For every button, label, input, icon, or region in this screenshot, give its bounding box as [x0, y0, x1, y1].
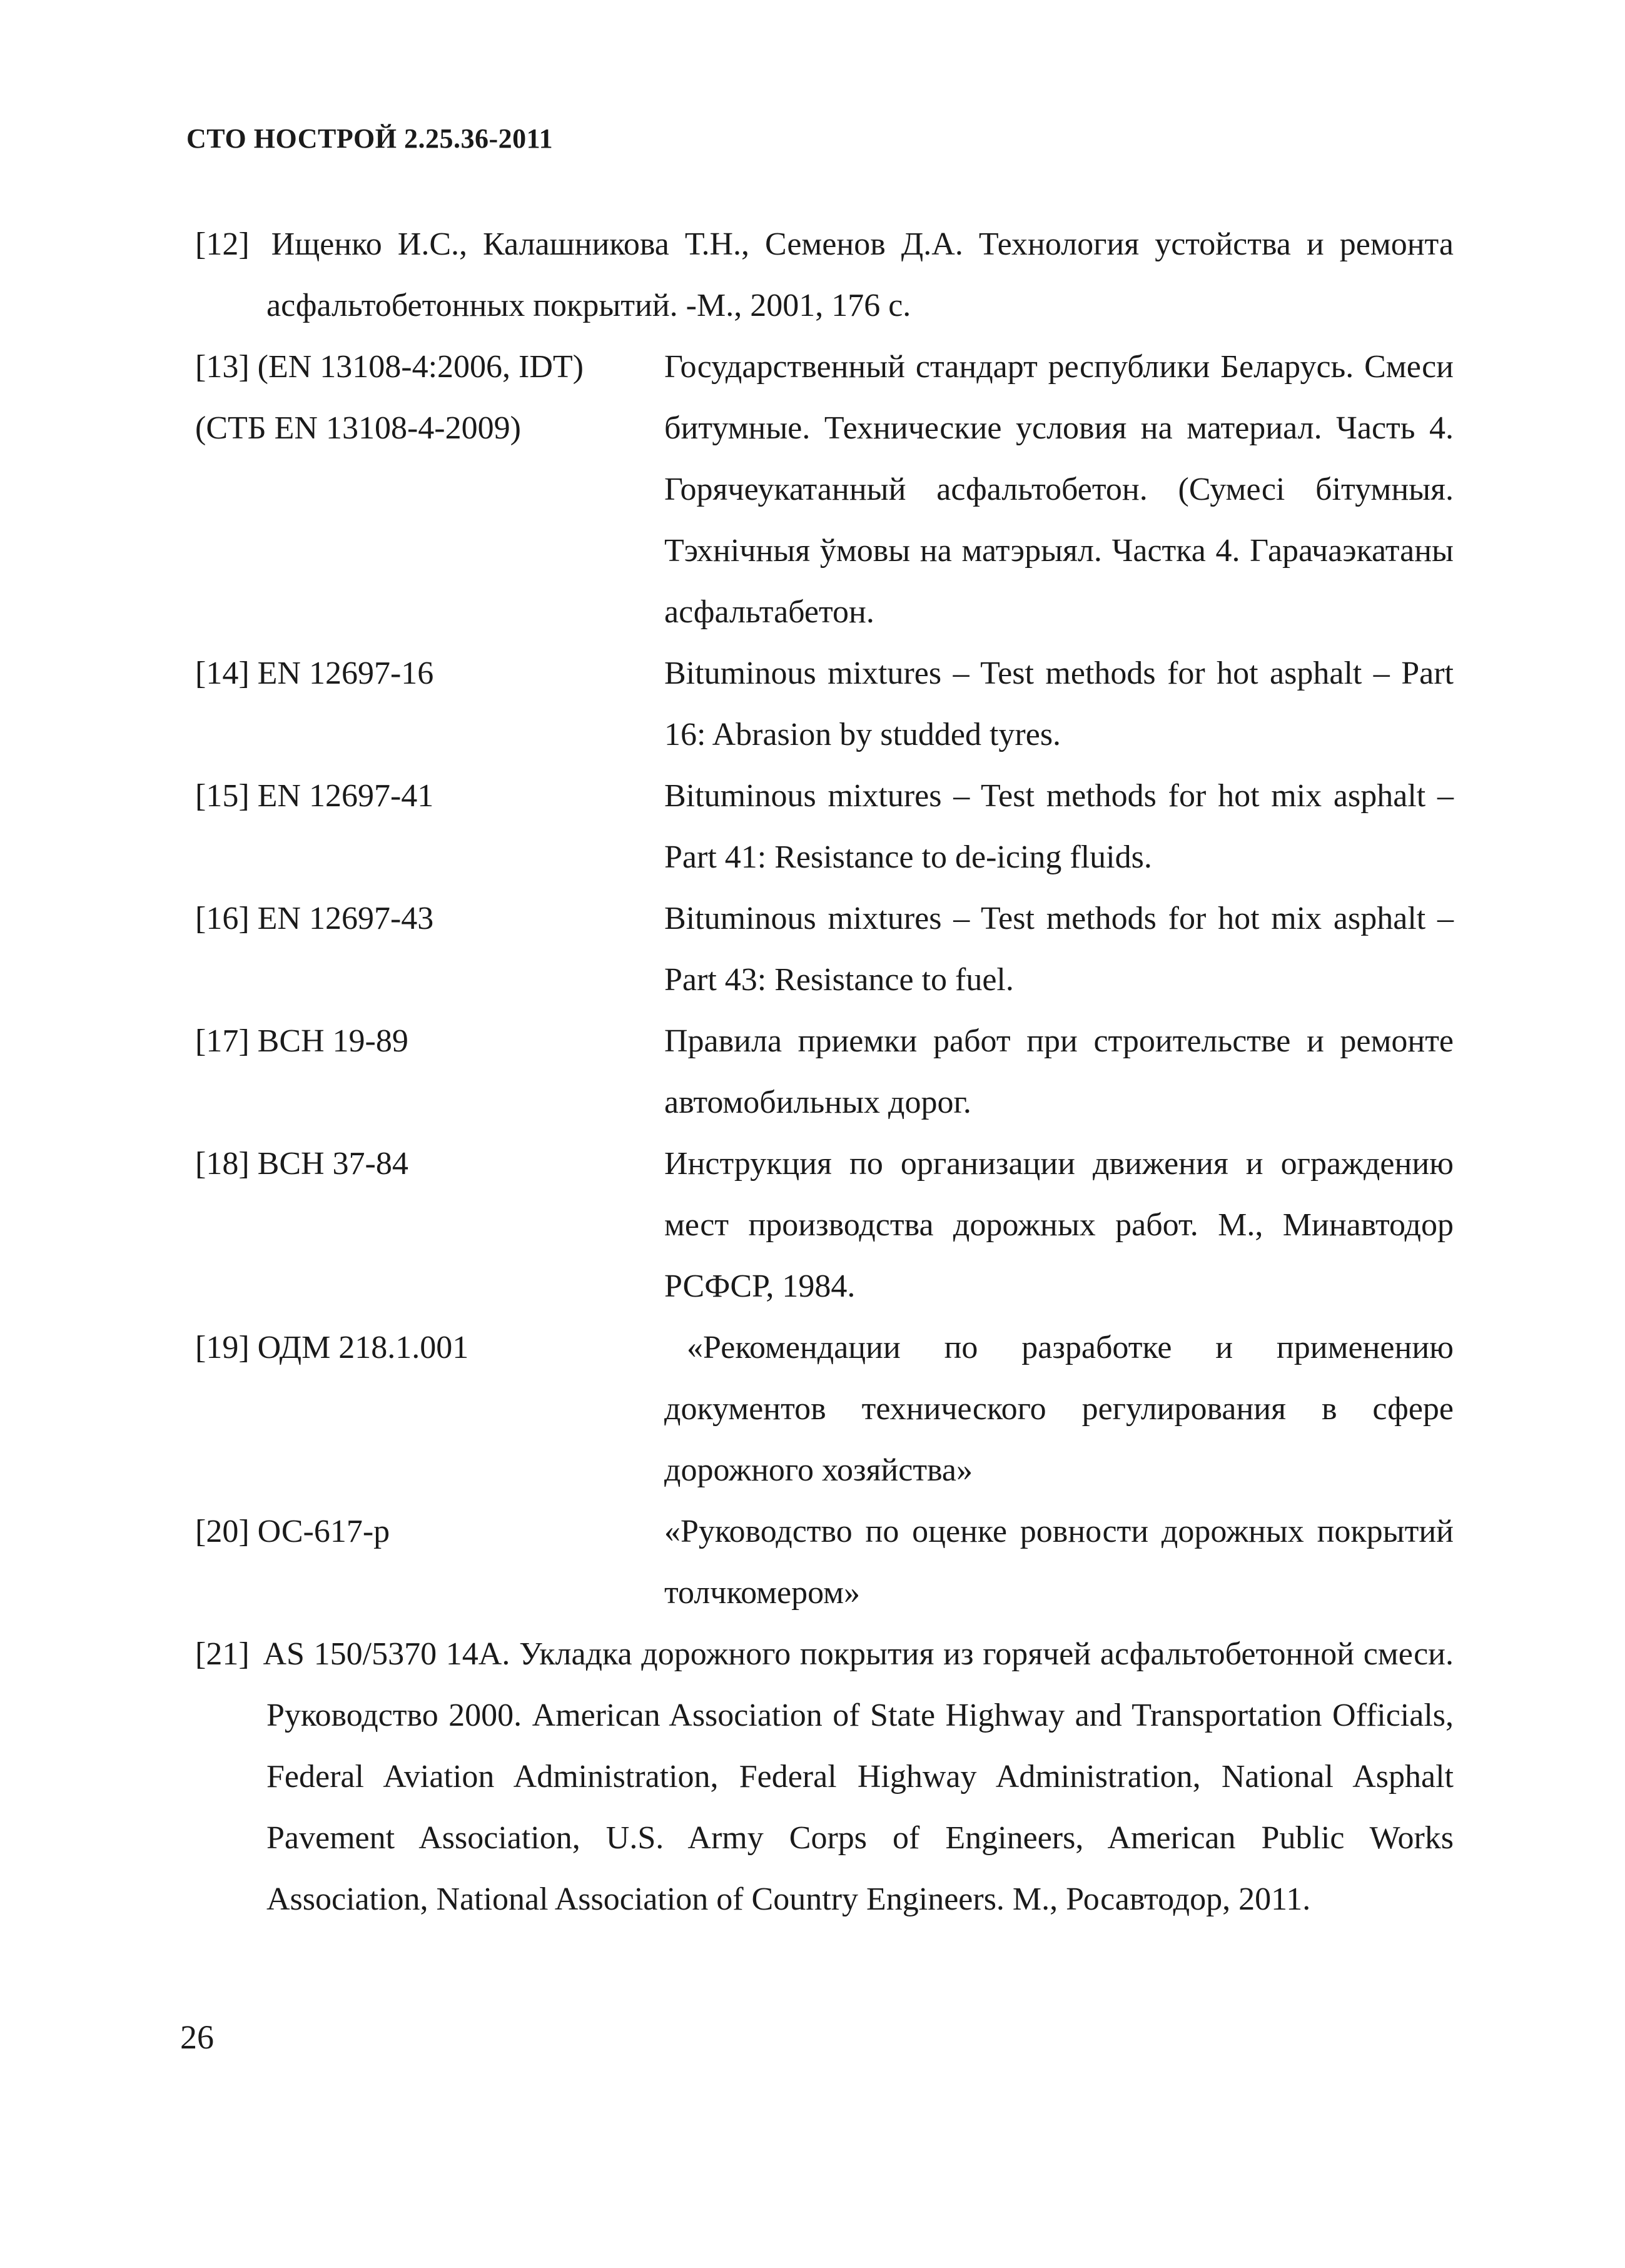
reference-text: AS 150/5370 14A. Укладка дорожного покрытия из горячей асфальтобетонной смеси. Руководство 2000. American Association of State Highway and Transportation Officials, Federal Aviation Administration, Federal Highway Administration, National Asphalt Pavement Association, U.S. Army Corps of Engineers, American Public Works Association, National Association of Country Engineers. М., Росавтодор, 2011.: [263, 1636, 1454, 1917]
reference-text: «Руководство по оценке ровности дорожных покрытий толчкомером»: [664, 1514, 1454, 1611]
reference-code: [195, 1011, 664, 1072]
page-number: 26: [180, 2018, 214, 2056]
reference-code: [195, 1317, 664, 1379]
reference-21: [195, 1624, 1454, 1930]
reference-code-line: EN 12697-16: [257, 656, 434, 691]
reference-20: [195, 1501, 1454, 1624]
reference-code: [195, 1133, 664, 1195]
reference-number: [18]: [195, 1146, 250, 1182]
reference-code-line: (EN 13108-4:2006, IDT): [257, 349, 584, 385]
reference-code: [195, 766, 664, 827]
reference-code: [195, 888, 664, 949]
reference-code-line: ВСН 19-89: [257, 1023, 408, 1059]
reference-number: [19]: [195, 1330, 250, 1365]
reference-code-line: EN 12697-43: [257, 901, 434, 936]
reference-18: [195, 1133, 1454, 1317]
reference-12: [195, 214, 1454, 337]
reference-code-line: (СТБ EN 13108-4-2009): [195, 410, 521, 446]
reference-text: Ищенко И.С., Калашникова Т.Н., Семенов Д.А. Технология устойства и ремонта асфальтобетонных покрытий. -М., 2001, 176 с.: [266, 226, 1454, 323]
reference-code: [195, 643, 664, 704]
reference-13: [195, 337, 1454, 643]
reference-16: [195, 888, 1454, 1011]
reference-number: [16]: [195, 901, 250, 936]
reference-number: [20]: [195, 1514, 250, 1549]
reference-list: [195, 214, 1454, 1930]
reference-text: «Рекомендации по разработке и применению документов технического регулирования в сфере дорожного хозяйства»: [664, 1330, 1454, 1488]
reference-code-line: EN 12697-41: [257, 778, 434, 814]
reference-code-line: ОДМ 218.1.001: [257, 1330, 469, 1365]
reference-text: Bituminous mixtures – Test methods for hot mix asphalt – Part 43: Resistance to fuel.: [664, 901, 1454, 998]
reference-code-line: ОС-617-р: [257, 1514, 390, 1549]
reference-number: [12]: [195, 226, 250, 262]
reference-19: [195, 1317, 1454, 1501]
reference-text: Правила приемки работ при строительстве и ремонте автомобильных дорог.: [664, 1023, 1454, 1120]
reference-text: Инструкция по организации движения и ограждению мест производства дорожных работ. М., Минавтодор РСФСР, 1984.: [664, 1146, 1454, 1304]
document-header: СТО НОСТРОЙ 2.25.36-2011: [186, 123, 554, 154]
reference-number: [21]: [195, 1636, 250, 1672]
reference-text: Государственный стандарт республики Беларусь. Смеси битумные. Технические условия на материал. Часть 4. Горячеукатанный асфальтобетон. (Сумесі бітумныя. Тэхнічныя ўмовы на матэрыял. Частка 4. Гарачаэкатаны асфальтабетон.: [664, 349, 1454, 630]
reference-number: [17]: [195, 1023, 250, 1059]
reference-number: [15]: [195, 778, 250, 814]
reference-15: [195, 766, 1454, 888]
reference-code: [195, 1501, 664, 1562]
reference-14: [195, 643, 1454, 766]
reference-number: [13]: [195, 349, 250, 385]
reference-text: Bituminous mixtures – Test methods for hot mix asphalt – Part 41: Resistance to de-icing fluids.: [664, 778, 1454, 875]
reference-code: [195, 337, 664, 459]
reference-number: [14]: [195, 656, 250, 691]
reference-17: [195, 1011, 1454, 1133]
reference-code-line: ВСН 37-84: [257, 1146, 408, 1182]
reference-text: Bituminous mixtures – Test methods for hot asphalt – Part 16: Abrasion by studded tyres.: [664, 656, 1454, 752]
